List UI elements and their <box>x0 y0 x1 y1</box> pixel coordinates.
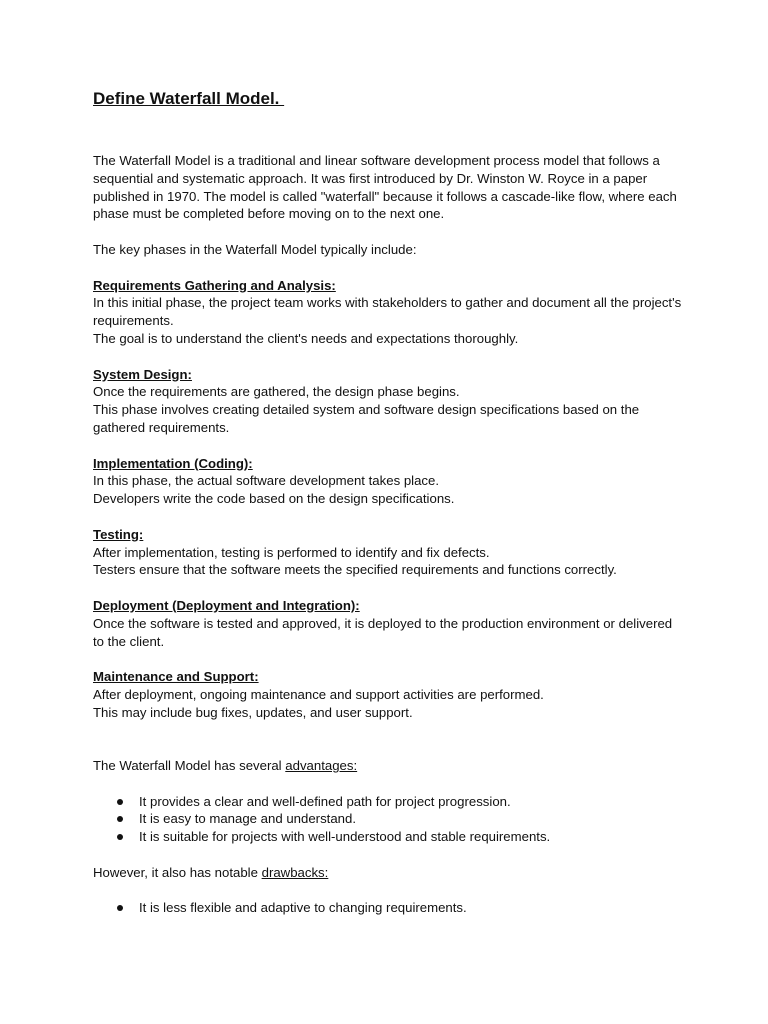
phase-line: In this phase, the actual software development takes place. <box>93 473 440 489</box>
phases-intro: The key phases in the Waterfall Model typically include: <box>93 241 417 257</box>
document-page <box>93 88 683 917</box>
phase-heading: Deployment (Deployment and Integration): <box>93 597 360 613</box>
bullet-icon <box>117 816 123 822</box>
phase-line: This phase involves creating detailed system and software design specifications based on the gathered requirements. <box>93 402 640 435</box>
bullet-icon <box>117 834 123 840</box>
list-item-text: It provides a clear and well-defined path for project progression. <box>139 793 511 809</box>
list-item <box>93 899 683 917</box>
phase-line: In this initial phase, the project team works with stakeholders to gather and document all the project's requirements. <box>93 295 682 329</box>
list-item <box>93 810 683 828</box>
list-item <box>93 828 683 846</box>
drawbacks-keyword: drawbacks: <box>261 864 329 880</box>
drawbacks-list <box>93 899 683 917</box>
phase-section <box>93 455 683 508</box>
phase-section <box>93 366 683 437</box>
intro-paragraph: The Waterfall Model is a traditional and linear software development process model that follows a sequential and systematic approach. It was first introduced by Dr. Winston W. Royce in a paper published in 1970. The model is called "waterfall" because it follows a cascade-like flow, where each phase must be completed before moving on to the next one. <box>93 153 677 222</box>
document-title: Define Waterfall Model. <box>93 89 285 108</box>
phase-line: The goal is to understand the client's needs and expectations thoroughly. <box>93 330 519 346</box>
list-item-text: It is less flexible and adaptive to changing requirements. <box>139 900 467 916</box>
phase-section <box>93 668 683 721</box>
phase-line: Once the software is tested and approved, it is deployed to the production environment or delivered to the client. <box>93 615 673 649</box>
advantages-list <box>93 793 683 846</box>
phase-heading: System Design: <box>93 366 192 382</box>
list-item-text: It is suitable for projects with well-understood and stable requirements. <box>139 829 551 845</box>
phase-heading: Implementation (Coding): <box>93 455 253 471</box>
phase-line: After deployment, ongoing maintenance and support activities are performed. <box>93 686 544 702</box>
bullet-icon <box>117 905 123 911</box>
list-item <box>93 793 683 811</box>
phase-heading: Testing: <box>93 526 144 542</box>
phase-line: This may include bug fixes, updates, and user support. <box>93 704 413 720</box>
bullet-icon <box>117 799 123 805</box>
list-item-text: It is easy to manage and understand. <box>139 811 357 827</box>
advantages-lead: The Waterfall Model has several <box>93 758 286 774</box>
phase-line: Developers write the code based on the design specifications. <box>93 491 455 507</box>
phase-heading: Maintenance and Support: <box>93 669 259 685</box>
phase-line: Once the requirements are gathered, the design phase begins. <box>93 384 460 400</box>
phase-section <box>93 597 683 650</box>
phase-heading: Requirements Gathering and Analysis: <box>93 277 336 293</box>
drawbacks-lead: However, it also has notable <box>93 864 262 880</box>
phase-section <box>93 277 683 348</box>
phase-line: Testers ensure that the software meets the specified requirements and functions correctly. <box>93 562 617 578</box>
phase-section <box>93 526 683 579</box>
advantages-keyword: advantages: <box>285 758 358 774</box>
phase-line: After implementation, testing is performed to identify and fix defects. <box>93 544 490 560</box>
advantages-intro <box>93 757 683 775</box>
drawbacks-intro <box>93 864 683 882</box>
